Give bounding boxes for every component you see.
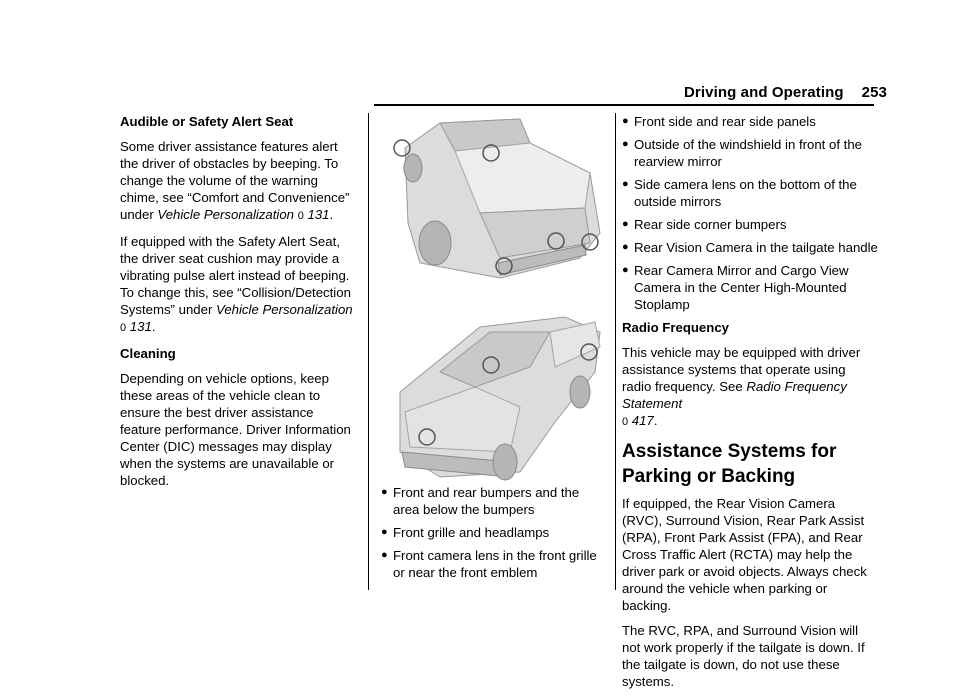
link-radio-frequency-statement[interactable]: Radio Frequency Statement bbox=[622, 379, 847, 411]
bullet-icon: ● bbox=[381, 549, 388, 561]
paragraph-safety-seat-text: If equipped with the Safety Alert Seat, the driver seat cushion may provide a vibrating pulse alert instead of beeping. To change this, see “Collision/Detection Systems” under bbox=[120, 234, 351, 317]
paragraph-parking-1: If equipped, the Rear Vision Camera (RVC), Surround Vision, Rear Park Assist (RPA), Front Park Assist (FPA), and Rear Cross Traffic Alert (RCTA) may help the driver park or avoid objects. Always check around the vehicle when parking or backing. bbox=[622, 496, 867, 613]
list-item-text: Outside of the windshield in front of the rearview mirror bbox=[634, 137, 862, 169]
bullet-icon: ● bbox=[622, 115, 629, 127]
column-divider-2 bbox=[615, 113, 616, 590]
bullet-icon: ● bbox=[622, 264, 629, 276]
page-ref-2[interactable]: 131 bbox=[129, 319, 152, 334]
list-item-text: Front and rear bumpers and the area below the bumpers bbox=[393, 485, 580, 517]
xref-icon: 0 bbox=[297, 210, 304, 222]
bullet-icon: ● bbox=[622, 178, 629, 190]
list-item bbox=[381, 524, 609, 541]
list-item-text: Side camera lens on the bottom of the outside mirrors bbox=[634, 177, 857, 209]
paragraph-cleaning: Depending on vehicle options, keep these areas of the vehicle clean to ensure the best driver assistance feature performance. Driver Information Center (DIC) messages may display when the systems are unavailable or blocked. bbox=[120, 371, 351, 488]
list-item-text: Front camera lens in the front grille or near the front emblem bbox=[393, 548, 597, 580]
list-item-text: Front side and rear side panels bbox=[634, 114, 816, 129]
heading-radio-frequency: Radio Frequency bbox=[622, 320, 729, 335]
heading-parking-backing: Assistance Systems for Parking or Backing bbox=[622, 441, 837, 487]
cleaning-areas-list-1 bbox=[381, 484, 609, 587]
paragraph-safety-seat: If equipped with the Safety Alert Seat, the driver seat cushion may provide a vibrating pulse alert instead of beeping. To change this, see “Collision/Detection Systems” under Vehicle Personalization 0 131. bbox=[120, 234, 353, 334]
truck-front-illustration bbox=[380, 312, 605, 487]
column-divider-1 bbox=[368, 113, 369, 590]
heading-safety-alert-seat: Audible or Safety Alert Seat bbox=[120, 114, 294, 129]
bullet-icon: ● bbox=[622, 241, 629, 253]
list-item-text: Front grille and headlamps bbox=[393, 525, 550, 540]
list-item bbox=[622, 262, 878, 313]
bullet-icon: ● bbox=[622, 218, 629, 230]
paragraph-rf-text: This vehicle may be equipped with driver assistance systems that operate using radio frequency. See bbox=[622, 345, 861, 394]
paragraph-radio-frequency: This vehicle may be equipped with driver assistance systems that operate using radio frequency. See Radio Frequency Statement 0 417. bbox=[622, 345, 861, 428]
list-item bbox=[622, 113, 878, 130]
list-item bbox=[622, 136, 878, 170]
bullet-icon: ● bbox=[381, 526, 388, 538]
list-item-text: Rear side corner bumpers bbox=[634, 217, 787, 232]
list-item-text: Rear Camera Mirror and Cargo View Camera in the Center High-Mounted Stoplamp bbox=[634, 263, 849, 312]
list-item bbox=[622, 176, 878, 210]
xref-icon: 0 bbox=[120, 322, 127, 334]
column-1 bbox=[120, 113, 356, 497]
page-ref-3[interactable]: 417 bbox=[631, 413, 654, 428]
page-ref[interactable]: 131 bbox=[307, 207, 330, 222]
list-item bbox=[622, 216, 878, 233]
column-3 bbox=[622, 113, 878, 698]
paragraph-chime: Some driver assistance features alert the driver of obstacles by beeping. To change the volume of the warning chime, see “Comfort and Convenience” under Vehicle Personalization 0 131. bbox=[120, 139, 350, 222]
page-header bbox=[684, 84, 887, 101]
list-item-text: Rear Vision Camera in the tailgate handle bbox=[634, 240, 878, 255]
list-item bbox=[622, 239, 878, 256]
bullet-icon: ● bbox=[381, 486, 388, 498]
truck-rear-illustration bbox=[380, 113, 605, 296]
page-number: 253 bbox=[861, 84, 887, 101]
paragraph-parking-2: The RVC, RPA, and Surround Vision will not work properly if the tailgate is down. If the tailgate is down, do not use these systems. bbox=[622, 623, 865, 689]
paragraph-chime-text: Some driver assistance features alert the driver of obstacles by beeping. To change the volume of the warning chime, see “Comfort and Convenience” under bbox=[120, 139, 350, 222]
link-vehicle-personalization[interactable]: Vehicle Personalization bbox=[157, 207, 295, 222]
link-vehicle-personalization-2[interactable]: Vehicle Personalization bbox=[216, 302, 353, 317]
bullet-icon: ● bbox=[622, 138, 629, 150]
truck-front-svg bbox=[380, 312, 605, 482]
cleaning-areas-list-2 bbox=[622, 113, 878, 313]
truck-rear-svg bbox=[380, 113, 605, 291]
list-item bbox=[381, 547, 609, 581]
section-title: Driving and Operating bbox=[684, 84, 844, 101]
heading-cleaning: Cleaning bbox=[120, 346, 176, 361]
header-rule bbox=[374, 104, 874, 106]
list-item bbox=[381, 484, 609, 518]
xref-icon: 0 bbox=[622, 416, 629, 428]
